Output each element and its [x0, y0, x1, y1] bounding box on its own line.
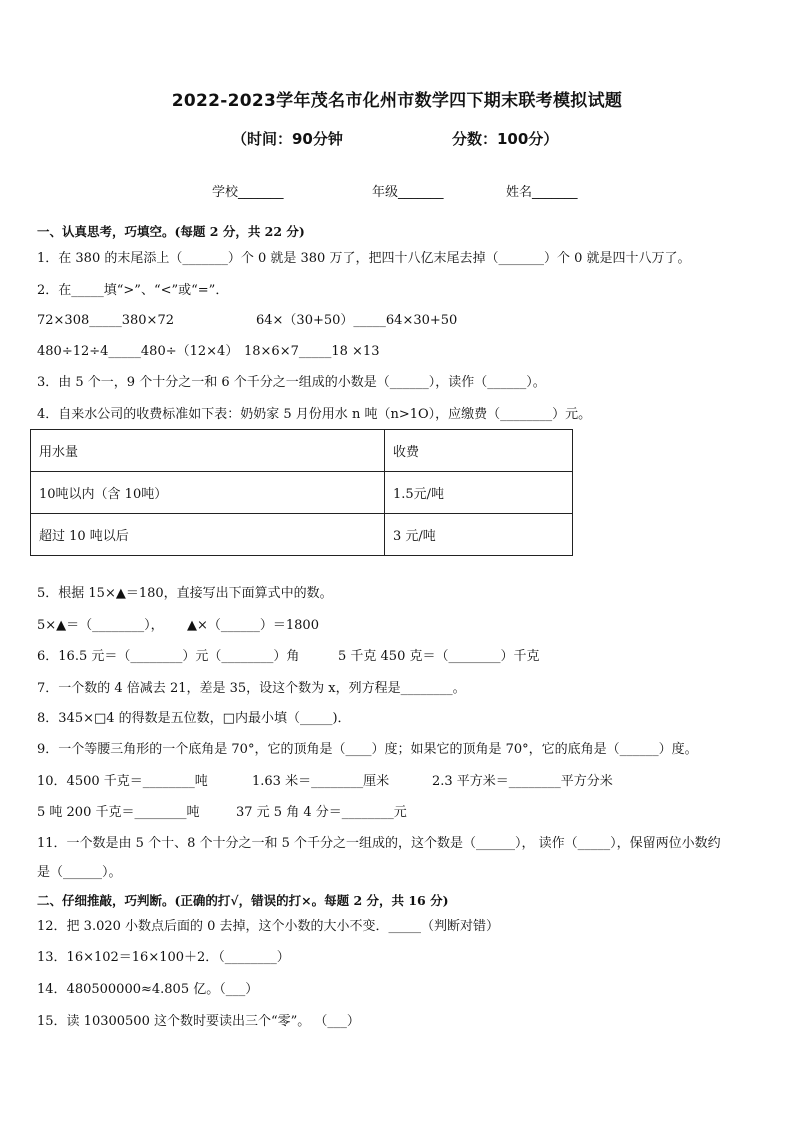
section1-heading: 一、认真思考，巧填空。(每题 2 分，共 22 分)	[37, 224, 305, 239]
table-cell: 收费	[385, 430, 573, 472]
question-10e: 37 元 5 角 4 分＝________元	[236, 805, 407, 820]
question-10b: 1.63 米＝________厘米	[252, 774, 390, 789]
question-13: 13．16×102＝16×100＋2．（________）	[37, 950, 290, 965]
grade-field: 年级_______	[372, 185, 444, 200]
page-title: 2022-2023学年茂名市化州市数学四下期末联考模拟试题	[171, 91, 623, 111]
question-9: 9．一个等腰三角形的一个底角是 70°，它的顶角是（____）度；如果它的顶角是 70°，它的底角是（______）度。	[37, 742, 698, 757]
question-2: 2．在_____填“>”、“<”或“=”．	[37, 283, 229, 298]
question-1: 1．在 380 的末尾添上（_______）个 0 就是 380 万了，把四十八亿末尾去掉（_______）个 0 就是四十八万了。	[37, 251, 691, 266]
question-3: 3．由 5 个一，9 个十分之一和 6 个千分之一组成的小数是（______），读作（______）。	[37, 375, 546, 390]
question-4: 4．自来水公司的收费标准如下表：奶奶家 5 月份用水 n 吨（n>1O），应缴费（________）元。	[37, 407, 592, 422]
question-5b: ▲×（______）＝1800	[187, 618, 319, 633]
exam-time: （时间：90分钟	[232, 130, 343, 148]
question-8: 8．345×□4 的得数是五位数，□内最小填（_____)．	[37, 711, 351, 726]
name-field: 姓名_______	[506, 185, 578, 200]
question-15: 15．读 10300500 这个数时要读出三个“零”。 （___）	[37, 1014, 360, 1029]
school-field: 学校_______	[212, 185, 284, 200]
table-row	[31, 430, 573, 472]
table-row	[31, 472, 573, 514]
question-7: 7．一个数的 4 倍减去 21，差是 35，设这个数为 x，列方程是________。	[37, 681, 466, 696]
question-2c: 480÷12÷4_____480÷（12×4）	[37, 344, 239, 359]
table-cell: 超过 10 吨以后	[31, 514, 385, 556]
question-11-cont: 是（______）。	[37, 865, 122, 880]
question-5a: 5×▲＝（________），	[37, 618, 164, 633]
table-cell: 10吨以内（含 10吨）	[31, 472, 385, 514]
section2-heading: 二、仔细推敲，巧判断。(正确的打√，错误的打×。每题 2 分，共 16 分)	[37, 893, 449, 908]
table-row	[31, 514, 573, 556]
question-10c: 2.3 平方米＝________平方分米	[432, 774, 613, 789]
question-6b: 5 千克 450 克＝（________）千克	[338, 649, 540, 664]
question-2b: 64×（30+50）_____64×30+50	[256, 313, 458, 328]
table-cell: 1.5元/吨	[385, 472, 573, 514]
question-6a: 6．16.5 元＝（________）元（________）角	[37, 649, 300, 664]
question-10a: 10．4500 千克＝________吨	[37, 774, 208, 789]
question-11: 11．一个数是由 5 个十、8 个十分之一和 5 个千分之一组成的，这个数是（______）， 读作（_____），保留两位小数约	[37, 836, 721, 851]
table-cell: 用水量	[31, 430, 385, 472]
question-2a: 72×308_____380×72	[37, 313, 174, 328]
water-fee-table	[30, 429, 573, 556]
table-cell: 3 元/吨	[385, 514, 573, 556]
question-2d: 18×6×7_____18 ×13	[244, 344, 380, 359]
question-12: 12．把 3.020 小数点后面的 0 去掉，这个小数的大小不变．_____（判断对错）	[37, 919, 500, 934]
exam-score: 分数：100分）	[452, 130, 559, 148]
question-14: 14．480500000≈4.805 亿。（___）	[37, 982, 259, 997]
question-5: 5．根据 15×▲＝180，直接写出下面算式中的数。	[37, 586, 333, 601]
question-10d: 5 吨 200 千克＝________吨	[37, 805, 200, 820]
